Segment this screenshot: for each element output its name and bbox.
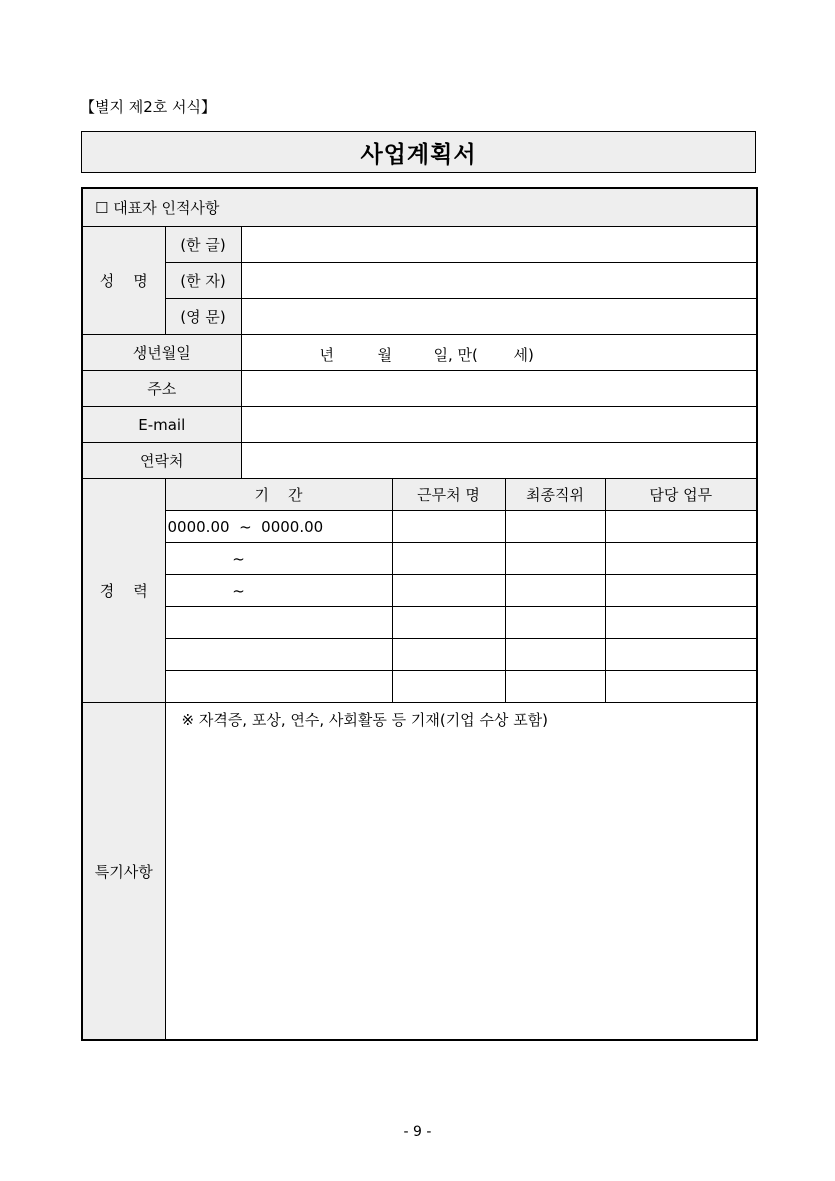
form-label: 【별지 제2호 서식】	[80, 98, 217, 116]
email-label: E-mail	[82, 407, 241, 443]
career-row-4-period[interactable]	[165, 607, 392, 639]
name-korean-field[interactable]	[241, 227, 757, 263]
career-row-1-position[interactable]	[505, 511, 605, 543]
section-heading: ☐ 대표자 인적사항	[82, 188, 757, 227]
career-row-5-workplace[interactable]	[392, 639, 505, 671]
birth-month-text: 월	[377, 345, 392, 364]
career-row-4-position[interactable]	[505, 607, 605, 639]
contact-field[interactable]	[241, 443, 757, 479]
career-row-1-duties[interactable]	[605, 511, 757, 543]
page-number: - 9 -	[403, 1124, 432, 1140]
name-label: 성 명	[82, 227, 165, 335]
address-field[interactable]	[241, 371, 757, 407]
career-row-6-period[interactable]	[165, 671, 392, 703]
career-row-2-position[interactable]	[505, 543, 605, 575]
address-label: 주소	[82, 371, 241, 407]
career-row-3-period[interactable]: ~	[165, 575, 392, 607]
career-row-3-position[interactable]	[505, 575, 605, 607]
contact-label: 연락처	[82, 443, 241, 479]
career-row-4-duties[interactable]	[605, 607, 757, 639]
birth-year-text: 년	[319, 345, 334, 364]
birth-field[interactable]	[241, 335, 757, 371]
career-header-position: 최종직위	[505, 479, 605, 511]
career-row-4-workplace[interactable]	[392, 607, 505, 639]
career-row-2-period[interactable]: ~	[165, 543, 392, 575]
career-row-2-duties[interactable]	[605, 543, 757, 575]
career-row-6-duties[interactable]	[605, 671, 757, 703]
career-row-2-workplace[interactable]	[392, 543, 505, 575]
career-row-5-position[interactable]	[505, 639, 605, 671]
career-row-5-period[interactable]	[165, 639, 392, 671]
career-row-3-workplace[interactable]	[392, 575, 505, 607]
name-english-field[interactable]	[241, 299, 757, 335]
career-header-duties: 담당 업무	[605, 479, 757, 511]
email-field[interactable]	[241, 407, 757, 443]
name-korean-label: (한 글)	[165, 227, 241, 263]
remarks-field[interactable]	[165, 703, 757, 1041]
career-header-period: 기 간	[165, 479, 392, 511]
career-row-6-workplace[interactable]	[392, 671, 505, 703]
document-title: 사업계획서	[81, 131, 756, 173]
name-english-label: (영 문)	[165, 299, 241, 335]
birth-label: 생년월일	[82, 335, 241, 371]
career-header-workplace: 근무처 명	[392, 479, 505, 511]
representative-info-table	[81, 187, 758, 1041]
career-label: 경 력	[82, 479, 165, 703]
career-row-1-workplace[interactable]	[392, 511, 505, 543]
career-row-3-duties[interactable]	[605, 575, 757, 607]
remarks-label: 특기사항	[82, 703, 165, 1041]
birth-day-age-text: 일, 만(	[433, 345, 478, 364]
name-hanja-label: (한 자)	[165, 263, 241, 299]
career-row-1-period[interactable]: 0000.00 ~ 0000.00	[165, 511, 392, 543]
birth-age-close-text: 세)	[513, 345, 534, 364]
career-row-5-duties[interactable]	[605, 639, 757, 671]
career-row-6-position[interactable]	[505, 671, 605, 703]
name-hanja-field[interactable]	[241, 263, 757, 299]
remarks-note: ※ 자격증, 포상, 연수, 사회활동 등 기재(기업 수상 포함)	[181, 711, 549, 729]
